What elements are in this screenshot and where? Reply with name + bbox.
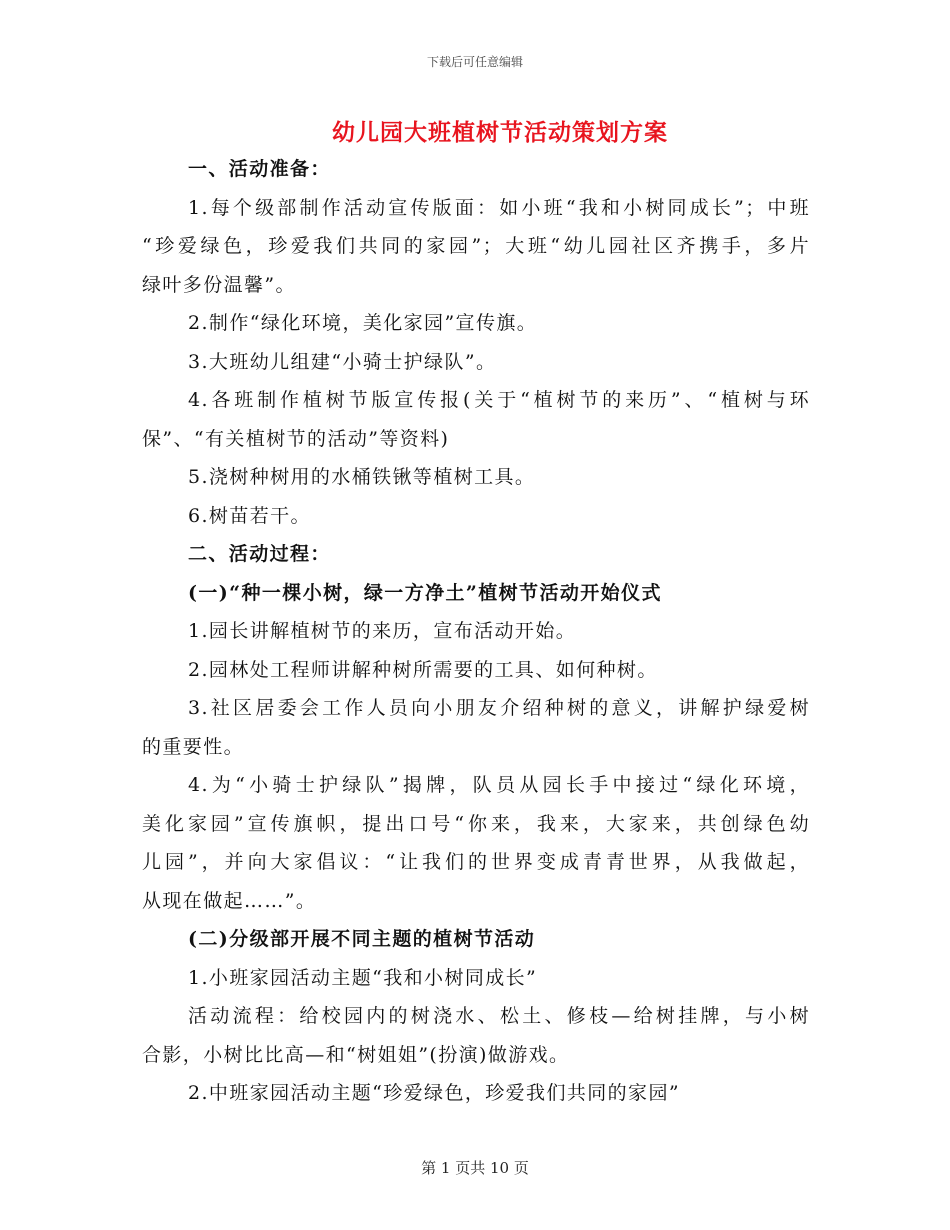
paragraph-line: 合影，小树比比高—和“树姐姐”(扮演)做游戏。 — [142, 1043, 570, 1066]
paragraph-line: “珍爱绿色，珍爱我们共同的家园”；大班“幼儿园社区齐携手，多片 — [142, 235, 810, 257]
paragraph-line: 3.社区居委会工作人员向小朋友介绍种树的意义，讲解护绿爱树 — [188, 697, 810, 719]
section-heading-preparation: 一、活动准备： — [188, 158, 331, 180]
document-body — [142, 150, 810, 1113]
subsection-heading-grade-activities: (二)分级部开展不同主题的植树节活动 — [188, 928, 536, 950]
paragraph-line: 2.园林处工程师讲解种树所需要的工具、如何种树。 — [188, 658, 658, 681]
paragraph-line: 5.浇树种树用的水桶铁锹等植树工具。 — [188, 466, 536, 488]
paragraph-line: 4.为“小骑士护绿队”揭牌，队员从园长手中接过“绿化环境， — [188, 774, 810, 796]
paragraph-line: 3.大班幼儿组建“小骑士护绿队”。 — [188, 350, 497, 373]
paragraph-line: 的重要性。 — [142, 735, 245, 758]
paragraph-line: 4.各班制作植树节版宣传报(关于“植树节的来历”、“植树与环 — [188, 389, 810, 411]
document-title: 幼儿园大班植树节活动策划方案 — [332, 119, 668, 146]
paragraph-line: 活动流程：给校园内的树浇水、松土、修枝—给树挂牌，与小树 — [188, 1005, 810, 1027]
paragraph-line: 1.小班家园活动主题“我和小树同成长” — [188, 966, 538, 989]
paragraph-line: 儿园”，并向大家倡议：“让我们的世界变成青青世界，从我做起， — [142, 851, 810, 873]
paragraph-line: 美化家园”宣传旗帜，提出口号“你来，我来，大家来，共创绿色幼 — [142, 812, 810, 835]
paragraph-line: 6.树苗若干。 — [188, 504, 311, 527]
paragraph-line: 1.每个级部制作活动宣传版面：如小班“我和小树同成长”；中班 — [188, 196, 810, 219]
paragraph-line: 2.制作“绿化环境，美化家园”宣传旗。 — [188, 312, 538, 334]
paragraph-line: 2.中班家园活动主题“珍爱绿色，珍爱我们共同的家园” — [188, 1082, 680, 1104]
paragraph-line: 绿叶多份温馨”。 — [142, 273, 296, 296]
page-indicator: 第 1 页共 10 页 — [421, 1159, 529, 1177]
subsection-heading-ceremony: (一)“种一棵小树，绿一方净土”植树节活动开始仪式 — [188, 581, 662, 604]
paragraph-line: 1.园长讲解植树节的来历，宣布活动开始。 — [188, 620, 577, 642]
paragraph-line: 从现在做起……”。 — [142, 889, 317, 912]
header-note: 下载后可任意编辑 — [426, 55, 523, 69]
section-heading-process: 二、活动过程： — [188, 543, 331, 565]
paragraph-line: 保”、“有关植树节的活动”等资料) — [142, 427, 450, 450]
